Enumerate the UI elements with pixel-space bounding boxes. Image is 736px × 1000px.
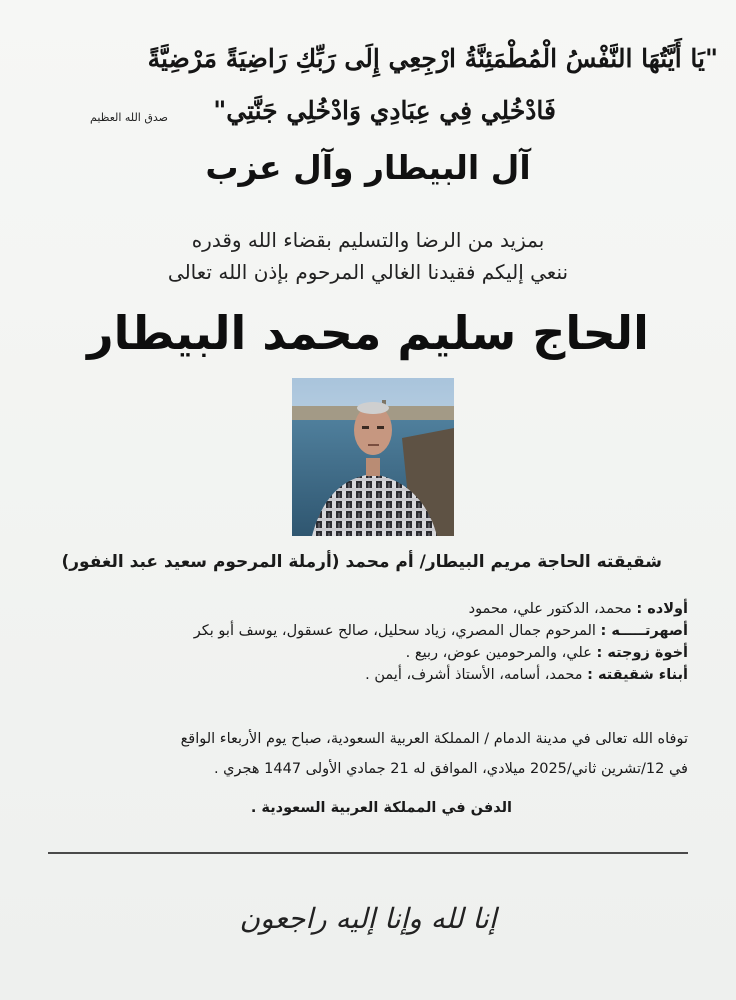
family-label: أصهرتـــــه : xyxy=(600,623,688,639)
family-label: أخوة زوجته : xyxy=(596,645,688,661)
family-label: أبناء شقيقته : xyxy=(587,667,688,683)
family-value: علي، والمرحومين عوض، ربيع . xyxy=(405,645,592,661)
family-row-sons-in-law xyxy=(194,620,688,642)
verse-attribution: صدق الله العظيم xyxy=(90,111,168,124)
family-row-wife-brothers xyxy=(194,642,688,664)
deceased-name: الحاج سليم محمد البيطار xyxy=(87,306,649,360)
burial-line: الدفن في المملكة العربية السعودية . xyxy=(250,800,512,816)
divider xyxy=(48,852,688,854)
intro-line-1: بمزيد من الرضا والتسليم بقضاء الله وقدره xyxy=(191,228,545,252)
quran-verse-line-2: فَادْخُلِي فِي عِبَادِي وَادْخُلِي جَنَّتِي" xyxy=(213,96,556,125)
intro-text xyxy=(0,224,736,288)
family-value: المرحوم جمال المصري، زياد سحليل، صالح عسقول، يوسف أبو بكر xyxy=(193,623,596,639)
family-label: أولاده : xyxy=(636,601,688,617)
family-list xyxy=(194,598,688,686)
deceased-photo xyxy=(292,378,454,536)
family-value: محمد، أسامه، الأستاذ أشرف، أيمن . xyxy=(365,667,583,683)
intro-line-2: ننعي إليكم فقيدنا الغالي المرحوم بإذن الله تعالى xyxy=(167,260,569,284)
quran-verse-line-1: "يَا أَيَّتُهَا النَّفْسُ الْمُطْمَئِنَّةُ ارْجِعِي إِلَى رَبِّكِ رَاضِيَةً مَرْضِيَّةً xyxy=(147,44,718,73)
family-row-nephews xyxy=(194,664,688,686)
families-heading: آل البيطار وآل عزب xyxy=(205,148,531,187)
closing-calligraphy: إنا لله وإنا إليه راجعون xyxy=(239,902,497,935)
sister-line: شقيقته الحاجة مريم البيطار/ أم محمد (أرملة المرحوم سعيد عبد الغفور) xyxy=(61,552,662,572)
family-row-children xyxy=(194,598,688,620)
death-info-line-2: في 12/تشرين ثاني/2025 ميلادي، الموافق له 21 جمادي الأولى 1447 هجري . xyxy=(213,761,688,777)
death-info-line-1: توفاه الله تعالى في مدينة الدمام / المملكة العربية السعودية، صباح يوم الأربعاء الواقع xyxy=(180,731,688,747)
family-value: محمد، الدكتور علي، محمود xyxy=(468,601,632,617)
death-info xyxy=(181,724,688,784)
